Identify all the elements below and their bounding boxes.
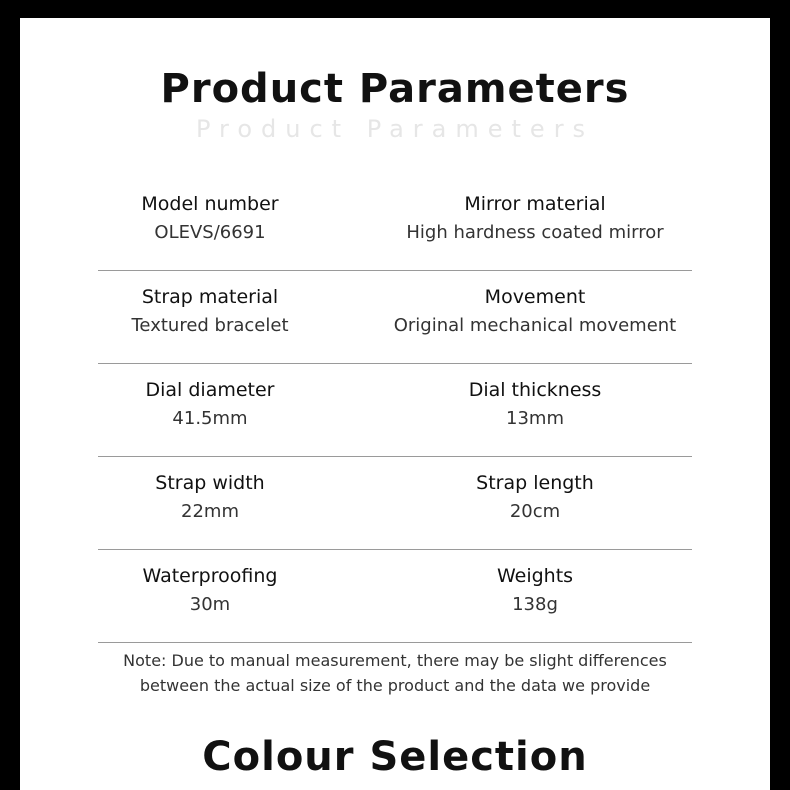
param-value: Textured bracelet (131, 315, 289, 336)
param-cell (378, 469, 692, 527)
section-subtitle-watermark: Product Parameters (195, 115, 595, 143)
param-cell (98, 562, 322, 620)
param-cell (98, 283, 322, 341)
param-cell (378, 190, 692, 248)
param-cell (378, 562, 692, 620)
param-value: 13mm (506, 408, 564, 429)
param-value: High hardness coated mirror (406, 222, 664, 243)
content-panel (20, 18, 770, 790)
param-value: 138g (512, 594, 558, 615)
param-label: Waterproofing (142, 565, 278, 587)
param-cell (378, 283, 692, 341)
param-cell (98, 190, 322, 248)
table-row (98, 364, 692, 457)
table-row (98, 178, 692, 271)
colour-selection-title: Colour Selection (202, 734, 588, 780)
param-label: Mirror material (464, 193, 606, 215)
param-label: Strap length (476, 472, 594, 494)
table-row (98, 457, 692, 550)
param-value: OLEVS/6691 (154, 222, 266, 243)
param-value: 20cm (509, 501, 561, 522)
table-row (98, 550, 692, 643)
param-label: Strap width (155, 472, 265, 494)
param-value: Original mechanical movement (393, 315, 677, 336)
param-cell (98, 469, 322, 527)
measurement-note (20, 648, 770, 698)
param-label: Dial thickness (468, 379, 602, 401)
note-line: between the actual size of the product and the data we provide (139, 676, 651, 695)
table-row (98, 271, 692, 364)
param-cell (378, 376, 692, 434)
param-cell (98, 376, 322, 434)
section-title: Product Parameters (160, 66, 630, 112)
param-label: Strap material (141, 286, 279, 308)
note-line: Note: Due to manual measurement, there may be slight differences (123, 651, 667, 670)
param-label: Dial diameter (145, 379, 275, 401)
param-value: 41.5mm (172, 408, 248, 429)
param-label: Movement (484, 286, 586, 308)
param-value: 30m (189, 594, 231, 615)
param-value: 22mm (181, 501, 239, 522)
param-label: Model number (141, 193, 279, 215)
param-label: Weights (496, 565, 574, 587)
parameters-table (98, 178, 692, 643)
